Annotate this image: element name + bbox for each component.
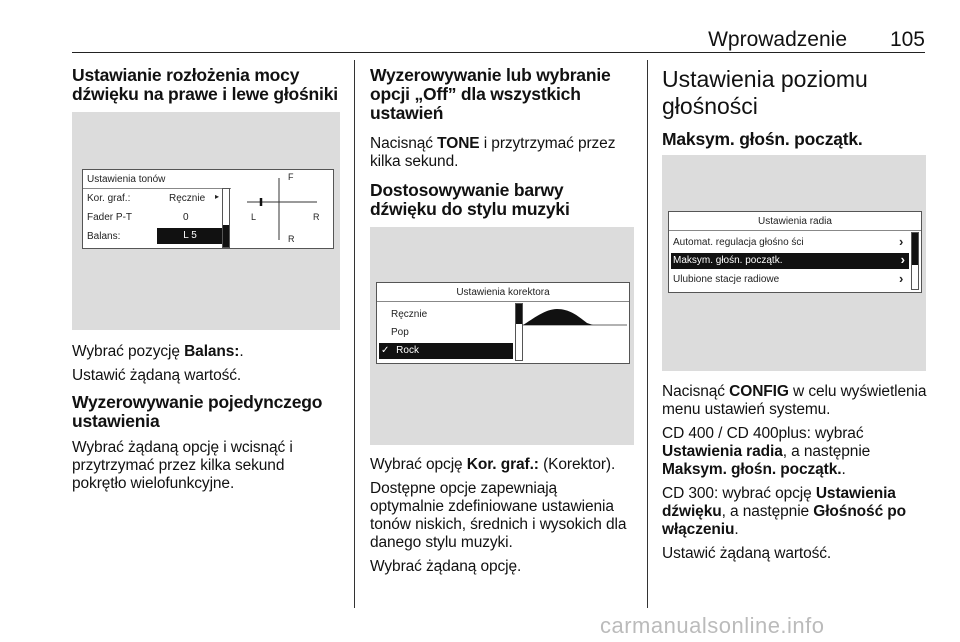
chapter-title: Wprowadzenie xyxy=(708,28,847,51)
subheading-max-startup-volume: Maksym. głośn. początk. xyxy=(662,129,863,149)
eq-curve-graph xyxy=(523,303,627,361)
tone-settings-panel xyxy=(82,169,334,249)
chevron-right-icon: › xyxy=(900,252,905,267)
column-divider-1 xyxy=(354,60,355,608)
menu-item-favorites: Ulubione stacje radiowe xyxy=(673,274,780,285)
para-reset-single: Wybrać żądaną opcję i wcisnąć i przytrzymać przez kilka sekund pokrętło wielofunkcyjne. xyxy=(72,439,293,492)
column-2 xyxy=(370,66,634,576)
arrow-right-icon: ▸ xyxy=(215,192,220,201)
check-icon: ✓ xyxy=(381,345,390,356)
watermark: carmanualsonline.info xyxy=(600,613,825,638)
column-1 xyxy=(72,66,342,493)
axis-label-right: R xyxy=(313,212,320,222)
page-header xyxy=(72,28,925,53)
para-press-tone: Nacisnąć TONE i przytrzymać przez kilka sekund. xyxy=(370,135,616,170)
section-heading-balance: Ustawianie rozłożenia mocy dźwięku na prawe i lewe głośniki xyxy=(72,65,338,104)
para-set-value: Ustawić żądaną wartość. xyxy=(72,367,242,384)
chevron-right-icon: › xyxy=(899,234,904,249)
eq-option-pop: Pop xyxy=(391,327,409,338)
balance-fader-graph xyxy=(233,170,331,246)
axis-label-rear: R xyxy=(288,234,295,244)
row-value-balance: L 5 xyxy=(157,228,223,244)
eq-option-manual: Ręcznie xyxy=(391,309,428,320)
para-press-config: Nacisnąć CONFIG w celu wyświetlenia menu ustawień systemu. xyxy=(662,383,927,418)
scrollbar xyxy=(911,232,919,290)
row-value-fader: 0 xyxy=(183,212,189,223)
column-3 xyxy=(662,66,928,563)
section-heading-volume: Ustawienia poziomu głośności xyxy=(662,66,868,119)
row-value-eq: Ręcznie xyxy=(169,193,206,204)
equalizer-panel xyxy=(376,282,630,364)
radio-settings-title: Ustawienia radia xyxy=(758,216,832,227)
para-select-option: Wybrać żądaną opcję. xyxy=(370,558,522,575)
equalizer-title: Ustawienia korektora xyxy=(456,287,550,298)
scrollbar xyxy=(515,303,523,361)
chevron-right-icon: › xyxy=(899,271,904,286)
equalizer-screenshot xyxy=(370,227,634,445)
para-set-value: Ustawić żądaną wartość. xyxy=(662,545,832,562)
para-select-eq: Wybrać opcję Kor. graf.: (Korektor). xyxy=(370,456,616,473)
row-label-eq: Kor. graf.: xyxy=(87,193,131,204)
para-select-balance: Wybrać pozycję Balans:. xyxy=(72,343,244,360)
column-divider-2 xyxy=(647,60,648,608)
page-number: 105 xyxy=(889,28,925,51)
tone-settings-title: Ustawienia tonów xyxy=(87,174,166,185)
section-heading-reset-all: Wyzerowywanie lub wybranie opcji „Off” dla wszystkich ustawień xyxy=(370,65,611,123)
menu-item-max-startup-volume: Maksym. głośn. początk. › xyxy=(671,253,909,269)
menu-item-auto-volume: Automat. regulacja głośno ści xyxy=(673,237,804,248)
radio-settings-screenshot xyxy=(662,155,926,371)
para-cd300: CD 300: wybrać opcję Ustawienia dźwięku, a następnie Głośność po włączeniu. xyxy=(662,485,907,538)
axis-label-front: F xyxy=(288,172,294,182)
row-label-fader: Fader P-T xyxy=(87,212,133,223)
axis-label-left: L xyxy=(251,212,257,222)
section-heading-reset-single: Wyzerowywanie pojedynczego ustawienia xyxy=(72,392,323,431)
para-cd400: CD 400 / CD 400plus: wybrać Ustawienia radia, a następnie Maksym. głośn. początk.. xyxy=(662,425,871,478)
para-eq-options: Dostępne opcje zapewniają optymalnie zdefiniowane ustawienia tonów niskich, średnich i wysokich dla danego stylu muzyki. xyxy=(370,480,627,551)
eq-option-rock: ✓ Rock xyxy=(379,343,513,359)
section-heading-music-style: Dostosowywanie barwy dźwięku do stylu muzyki xyxy=(370,180,570,219)
row-label-balance: Balans: xyxy=(87,231,121,242)
tone-settings-screenshot xyxy=(72,112,340,330)
scrollbar xyxy=(222,188,230,248)
radio-settings-panel xyxy=(668,211,922,293)
